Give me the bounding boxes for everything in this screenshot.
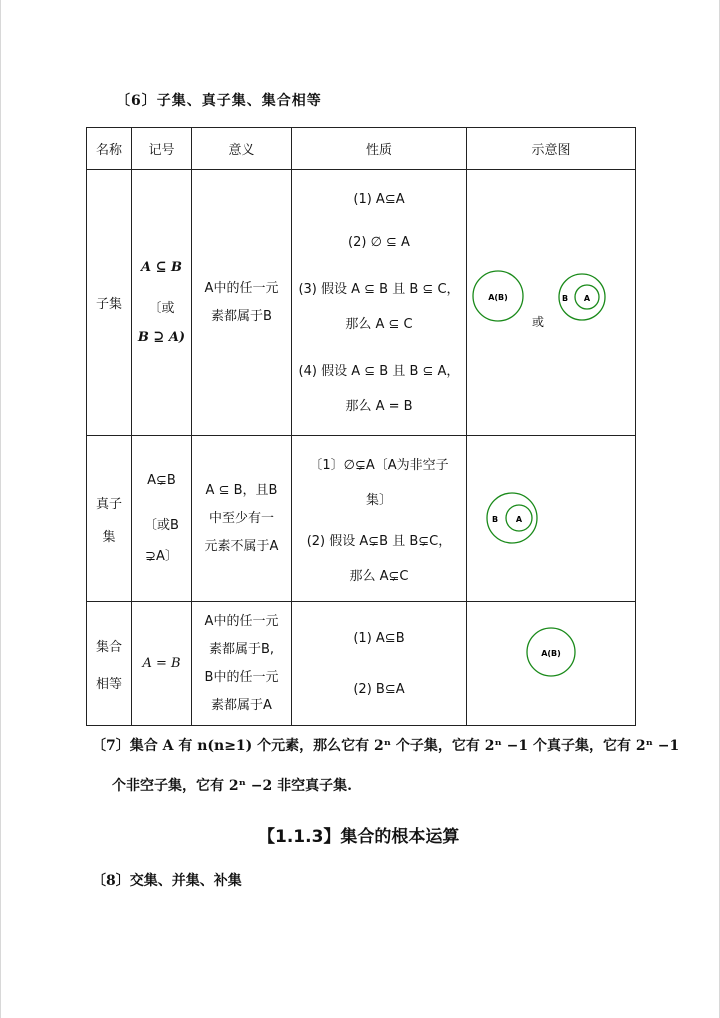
paragraph-7-line-2: 个非空子集，它有 2ⁿ −2 非空真子集.: [112, 778, 352, 794]
proper-prop-2: (2) 假设 A⊊B 且 B⊊C，: [306, 533, 452, 549]
header-row: [87, 128, 636, 170]
subset-notation-alt: B ⊇ A): [137, 330, 186, 345]
subset-meaning-line: A中的任一元: [204, 280, 279, 296]
header-name: 名称: [87, 128, 132, 170]
header-diagram: 示意图: [467, 128, 636, 170]
proper-notation-alt-open: 〔或B: [144, 518, 179, 533]
equal-meaning-line: 素都属于A: [211, 697, 272, 713]
equal-name: [87, 602, 132, 726]
equal-diagram-label: A(B): [540, 648, 561, 658]
subset-notation-alt-open: 〔或: [148, 301, 175, 316]
paragraph-7-line-1: 〔7〕集合 A 有 n(n≥1) 个元素，那么它有 2ⁿ 个子集，它有 2ⁿ −1 个真子集，它有 2ⁿ −1: [92, 738, 680, 754]
proper-prop-1b: 集〕: [365, 492, 392, 508]
equal-row: [87, 602, 636, 726]
subset-prop-4b: 那么 A = B: [345, 398, 413, 414]
proper-venn-diagram: [468, 472, 635, 562]
subset-prop-4: (4) 假设 A ⊆ B 且 B ⊆ A，: [298, 363, 460, 379]
subset-prop-3: (3) 假设 A ⊆ B 且 B ⊆ C，: [298, 281, 460, 297]
proper-prop-2b: 那么 A⊊C: [349, 568, 409, 584]
subset-prop-2: (2) ∅ ⊆ A: [348, 234, 410, 250]
proper-prop-1: 〔1〕∅⊊A〔A为非空子: [309, 457, 449, 473]
subset-diagram-a-label: A: [583, 293, 590, 303]
equal-prop-1: (1) A⊆B: [353, 630, 405, 646]
proper-name-bottom: 集: [102, 529, 116, 545]
proper-properties: [292, 436, 467, 602]
proper-name: [87, 436, 132, 602]
proper-diagram-b-label: B: [491, 514, 498, 524]
proper-notation: [132, 436, 192, 602]
equal-meaning-line: B中的任一元: [204, 669, 279, 685]
subset-meaning: [192, 170, 292, 436]
proper-meaning: [192, 436, 292, 602]
subset-row: [87, 170, 636, 436]
equal-name-bottom: 相等: [95, 676, 122, 692]
proper-notation-main: A⊊B: [147, 473, 176, 488]
equal-name-top: 集合: [95, 639, 122, 655]
subset-notation-main: A ⊆ B: [140, 260, 183, 275]
subset-venn-diagram: [468, 251, 635, 351]
heading-6: 〔6〕子集、真子集、集合相等: [116, 93, 322, 109]
header-notation: 记号: [132, 128, 192, 170]
equal-notation: A = B: [132, 602, 192, 726]
subset-diagram-or: 或: [531, 314, 544, 329]
equal-meaning-line: 素都属于B,: [208, 641, 275, 657]
header-properties: 性质: [292, 128, 467, 170]
subset-name: 子集: [87, 170, 132, 436]
subset-meaning-line: 素都属于B: [211, 308, 272, 324]
proper-meaning-line: A ⊆ B，且B: [205, 482, 278, 498]
subset-table: [86, 127, 636, 726]
equal-properties: [292, 602, 467, 726]
equal-meaning-line: A中的任一元: [204, 613, 279, 629]
equal-prop-2: (2) B⊆A: [353, 681, 405, 697]
equal-diagram: [467, 602, 636, 726]
subset-prop-1: (1) A⊆A: [353, 191, 405, 207]
subset-diagram-ab-label: A(B): [487, 292, 508, 302]
proper-name-top: 真子: [95, 496, 122, 512]
equal-venn-diagram: [468, 622, 635, 702]
equal-meaning: [192, 602, 292, 726]
heading-8: 〔8〕交集、并集、补集: [92, 873, 242, 889]
subset-diagram-b-label: B: [561, 293, 568, 303]
proper-meaning-line: 元素不属于A: [204, 538, 279, 554]
proper-diagram: [467, 436, 636, 602]
subset-properties: [292, 170, 467, 436]
header-meaning: 意义: [192, 128, 292, 170]
page-edge-left: [0, 0, 1, 1018]
section-title: 【1.1.3】集合的根本运算: [258, 827, 460, 847]
subset-notation: [132, 170, 192, 436]
subset-prop-3b: 那么 A ⊆ C: [345, 316, 413, 332]
proper-meaning-line: 中至少有一: [208, 510, 274, 526]
proper-notation-alt: ⊋A〕: [145, 549, 178, 564]
proper-diagram-a-label: A: [515, 514, 522, 524]
subset-diagram: [467, 170, 636, 436]
proper-subset-row: [87, 436, 636, 602]
